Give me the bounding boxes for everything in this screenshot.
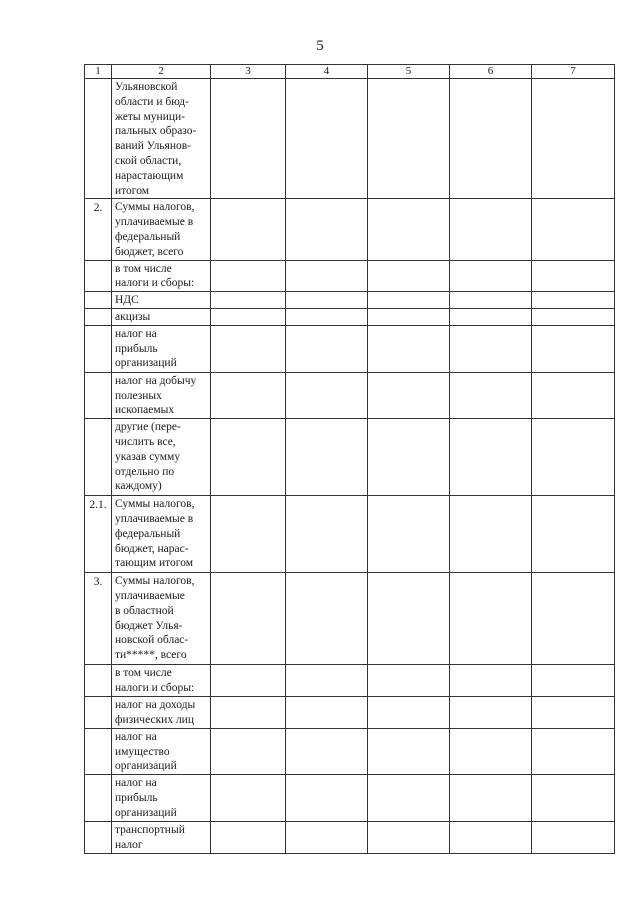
- table-row: [85, 308, 615, 325]
- value-cell: [532, 372, 615, 418]
- label-line: организаций: [115, 806, 177, 819]
- label-line: федеральный: [115, 230, 181, 243]
- label-line: нарастающим: [115, 169, 184, 182]
- label-line: в том числе: [115, 667, 172, 680]
- label-line: другие (пере-: [115, 421, 181, 434]
- value-cell: [211, 496, 286, 573]
- table-row: [85, 775, 615, 822]
- label-line: прибыль: [115, 342, 158, 355]
- value-cell: [286, 728, 368, 774]
- label-line: области и бюд-: [115, 95, 189, 108]
- value-cell: [286, 419, 368, 496]
- value-cell: [211, 292, 286, 309]
- value-cell: [450, 79, 532, 199]
- value-cell: [286, 822, 368, 854]
- page-number: 5: [316, 38, 324, 54]
- value-cell: [450, 199, 532, 260]
- table-row: [85, 573, 615, 665]
- value-cell: [532, 728, 615, 774]
- value-cell: [532, 308, 615, 325]
- column-header: 4: [286, 65, 368, 79]
- row-label: [112, 775, 211, 822]
- label-line: отдельно по: [115, 465, 175, 478]
- value-cell: [211, 728, 286, 774]
- table-row: [85, 292, 615, 309]
- label-line: тающим итогом: [115, 557, 194, 570]
- value-cell: [368, 419, 450, 496]
- value-cell: [368, 372, 450, 418]
- label-line: акцизы: [115, 310, 151, 323]
- value-cell: [532, 573, 615, 665]
- value-cell: [532, 822, 615, 854]
- value-cell: [211, 696, 286, 728]
- row-number: [85, 696, 112, 728]
- label-line: федеральный: [115, 527, 181, 540]
- value-cell: [450, 822, 532, 854]
- value-cell: [211, 260, 286, 292]
- label-line: новской облас-: [115, 634, 189, 647]
- value-cell: [532, 199, 615, 260]
- row-number: [85, 728, 112, 774]
- column-header: 6: [450, 65, 532, 79]
- row-number: [85, 665, 112, 697]
- row-label: [112, 325, 211, 372]
- table-row: [85, 822, 615, 854]
- column-header: 5: [368, 65, 450, 79]
- row-label: [112, 665, 211, 697]
- value-cell: [450, 292, 532, 309]
- value-cell: [211, 573, 286, 665]
- value-cell: [286, 372, 368, 418]
- label-line: прибыль: [115, 791, 158, 804]
- table-row: [85, 665, 615, 697]
- label-line: Ульяновской: [115, 81, 178, 93]
- row-label: [112, 292, 211, 309]
- row-label: [112, 496, 211, 573]
- label-line: налоги и сборы:: [115, 277, 195, 290]
- value-cell: [450, 419, 532, 496]
- table-row: [85, 325, 615, 372]
- value-cell: [211, 308, 286, 325]
- value-cell: [532, 419, 615, 496]
- tax-table: [84, 64, 615, 854]
- value-cell: [286, 292, 368, 309]
- label-line: числить все,: [115, 435, 176, 448]
- value-cell: [450, 260, 532, 292]
- value-cell: [286, 260, 368, 292]
- column-header: 3: [211, 65, 286, 79]
- value-cell: [368, 822, 450, 854]
- label-line: организаций: [115, 357, 177, 370]
- value-cell: [286, 325, 368, 372]
- value-cell: [532, 665, 615, 697]
- table-row: [85, 199, 615, 260]
- value-cell: [368, 728, 450, 774]
- label-line: ископаемых: [115, 404, 175, 417]
- table-row: [85, 260, 615, 292]
- row-number: [85, 260, 112, 292]
- row-number: [85, 292, 112, 309]
- value-cell: [211, 325, 286, 372]
- value-cell: [532, 696, 615, 728]
- value-cell: [286, 496, 368, 573]
- label-line: бюджет Улья-: [115, 619, 183, 632]
- table-row: [85, 728, 615, 774]
- label-line: налог: [115, 838, 143, 851]
- label-line: ской области,: [115, 154, 182, 167]
- row-number: [85, 79, 112, 199]
- value-cell: [532, 260, 615, 292]
- label-line: транспортный: [115, 824, 185, 837]
- table-row: [85, 79, 615, 199]
- label-line: указав сумму: [115, 450, 181, 463]
- row-label: [112, 308, 211, 325]
- label-line: бюджет, всего: [115, 245, 184, 258]
- label-line: каждому): [115, 480, 162, 493]
- label-line: ти*****, всего: [115, 649, 187, 662]
- value-cell: [368, 496, 450, 573]
- value-cell: [368, 292, 450, 309]
- value-cell: [286, 199, 368, 260]
- row-label: [112, 199, 211, 260]
- column-header: 7: [532, 65, 615, 79]
- value-cell: [450, 728, 532, 774]
- value-cell: [368, 696, 450, 728]
- value-cell: [532, 292, 615, 309]
- value-cell: [450, 665, 532, 697]
- label-line: налог на: [115, 327, 157, 340]
- label-line: бюджет, нарас-: [115, 542, 189, 555]
- value-cell: [286, 775, 368, 822]
- value-cell: [450, 308, 532, 325]
- label-line: Суммы налогов,: [115, 498, 195, 511]
- row-number: [85, 372, 112, 418]
- header-row: [85, 65, 615, 79]
- row-number: [85, 822, 112, 854]
- label-line: уплачиваемые в: [115, 512, 194, 525]
- table-row: [85, 496, 615, 573]
- value-cell: [211, 79, 286, 199]
- value-cell: [211, 775, 286, 822]
- row-label: [112, 822, 211, 854]
- value-cell: [286, 573, 368, 665]
- label-line: полезных: [115, 389, 162, 402]
- label-line: в областной: [115, 604, 174, 617]
- value-cell: [211, 419, 286, 496]
- label-line: налоги и сборы:: [115, 681, 195, 694]
- row-number: 2.1.: [85, 496, 112, 573]
- value-cell: [450, 573, 532, 665]
- value-cell: [211, 372, 286, 418]
- value-cell: [368, 260, 450, 292]
- row-number: [85, 308, 112, 325]
- value-cell: [450, 496, 532, 573]
- row-number: [85, 325, 112, 372]
- label-line: итогом: [115, 184, 150, 197]
- value-cell: [368, 325, 450, 372]
- value-cell: [450, 696, 532, 728]
- table-row: [85, 419, 615, 496]
- column-header: 1: [85, 65, 112, 79]
- row-number: 2.: [85, 199, 112, 260]
- label-line: организаций: [115, 760, 177, 773]
- label-line: жеты муници-: [115, 110, 185, 123]
- row-label: [112, 728, 211, 774]
- value-cell: [368, 665, 450, 697]
- label-line: в том числе: [115, 262, 172, 275]
- row-label: [112, 573, 211, 665]
- value-cell: [286, 308, 368, 325]
- label-line: Суммы налогов,: [115, 575, 195, 588]
- value-cell: [532, 775, 615, 822]
- value-cell: [368, 775, 450, 822]
- label-line: пальных образо-: [115, 125, 197, 138]
- value-cell: [532, 79, 615, 199]
- column-header: 2: [112, 65, 211, 79]
- value-cell: [532, 325, 615, 372]
- row-label: [112, 260, 211, 292]
- value-cell: [211, 822, 286, 854]
- value-cell: [450, 325, 532, 372]
- value-cell: [532, 496, 615, 573]
- table-row: [85, 372, 615, 418]
- row-label: [112, 696, 211, 728]
- value-cell: [286, 665, 368, 697]
- value-cell: [368, 79, 450, 199]
- value-cell: [211, 665, 286, 697]
- value-cell: [286, 79, 368, 199]
- value-cell: [368, 573, 450, 665]
- value-cell: [368, 199, 450, 260]
- row-number: [85, 775, 112, 822]
- table-row: [85, 696, 615, 728]
- label-line: налог на: [115, 730, 157, 743]
- row-label: [112, 79, 211, 199]
- row-number: 3.: [85, 573, 112, 665]
- value-cell: [368, 308, 450, 325]
- label-line: уплачиваемые в: [115, 216, 194, 229]
- row-label: [112, 372, 211, 418]
- value-cell: [450, 372, 532, 418]
- value-cell: [450, 775, 532, 822]
- label-line: имущество: [115, 745, 170, 758]
- label-line: налог на добычу: [115, 374, 197, 387]
- label-line: НДС: [115, 294, 139, 307]
- label-line: ваний Ульянов-: [115, 140, 192, 153]
- value-cell: [211, 199, 286, 260]
- label-line: уплачиваемые: [115, 589, 185, 602]
- label-line: налог на доходы: [115, 698, 196, 711]
- label-line: налог на: [115, 777, 157, 790]
- label-line: Суммы налогов,: [115, 201, 195, 214]
- row-number: [85, 419, 112, 496]
- label-line: физических лиц: [115, 713, 194, 726]
- row-label: [112, 419, 211, 496]
- value-cell: [286, 696, 368, 728]
